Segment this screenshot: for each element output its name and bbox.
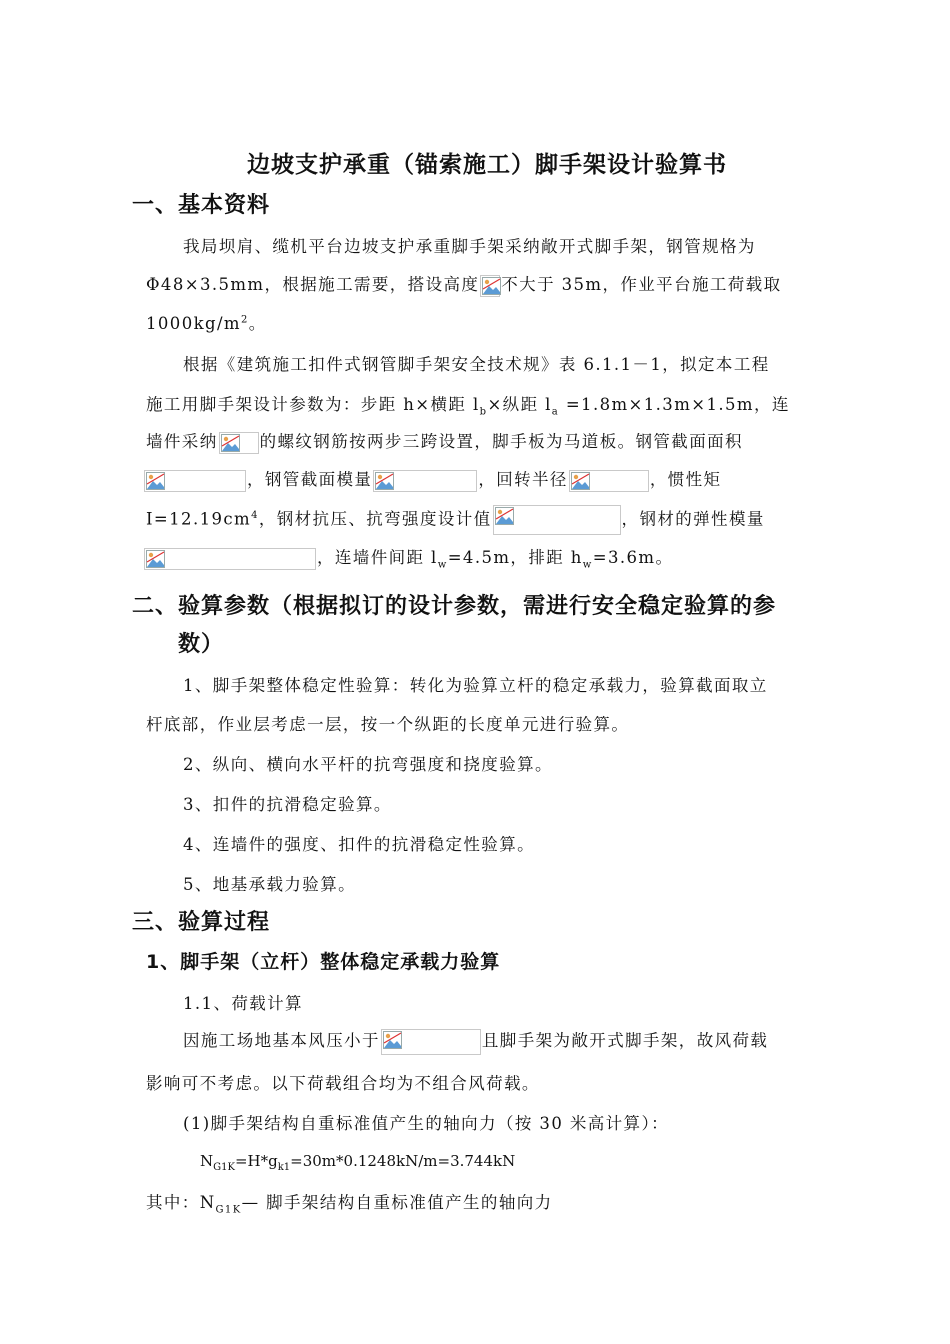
text-span: 且脚手架为敞开式脚手架，故风荷载 xyxy=(481,1031,769,1050)
section-1-heading: 一、基本资料 xyxy=(132,193,271,218)
text-span: N xyxy=(200,1152,214,1170)
load-item-1: (1)脚手架结构自重标准值产生的轴向力（按 30 米高计算）： xyxy=(183,1114,670,1133)
text-span: 。 xyxy=(248,314,267,333)
subsection-1-heading: 1、脚手架（立杆）整体稳定承载力验算 xyxy=(146,951,501,973)
list-item-3: 3、扣件的抗滑稳定验算。 xyxy=(183,795,392,814)
text-span: =1.8m×1.3m×1.5m，连 xyxy=(559,395,790,414)
paragraph-2-line-5 xyxy=(146,505,765,535)
text-span: 1000kg/m xyxy=(146,314,241,333)
text-span: 其中：N xyxy=(146,1193,216,1212)
text-span: =H*g xyxy=(234,1152,278,1170)
broken-image-icon xyxy=(493,505,621,535)
list-item-5: 5、地基承载力验算。 xyxy=(183,875,356,894)
paragraph-2-line-1: 根据《建筑施工扣件式钢管脚手架安全技术规》表 6.1.1－1，拟定本工程 xyxy=(183,355,770,374)
text-span: 因施工场地基本风压小于 xyxy=(183,1031,380,1050)
text-span: ，钢材的弹性模量 xyxy=(621,509,765,529)
paragraph-2-line-2 xyxy=(146,391,790,417)
text-span: ，惯性矩 xyxy=(649,470,722,489)
superscript: 2 xyxy=(240,314,249,326)
text-span: ，钢管截面模量 xyxy=(247,470,373,489)
formula-note xyxy=(146,1189,553,1215)
broken-image-icon xyxy=(480,275,500,297)
broken-image-icon xyxy=(144,470,246,492)
text-span: ，钢材抗压、抗弯强度设计值 xyxy=(258,509,492,529)
paragraph-2-line-6 xyxy=(143,544,673,570)
subscript: w xyxy=(437,559,448,571)
text-span: I=12.19cm xyxy=(146,509,252,529)
text-span: ×纵距 l xyxy=(487,395,552,414)
text-span: 墙件采纳 xyxy=(146,432,218,451)
list-item-4: 4、连墙件的强度、扣件的抗滑稳定性验算。 xyxy=(183,835,535,854)
text-span: ，回转半径 xyxy=(478,470,568,489)
text-span: 施工用脚手架设计参数为：步距 h×横距 l xyxy=(146,395,480,414)
subscript: G1K xyxy=(215,1204,242,1216)
text-span: =3.6m。 xyxy=(592,548,674,567)
superscript: 4 xyxy=(251,510,259,521)
broken-image-icon xyxy=(219,432,259,454)
text-span: 的螺纹钢筋按两步三跨设置，脚手板为马道板。钢管截面面积 xyxy=(259,432,743,451)
paragraph-1-line-3 xyxy=(146,310,267,334)
paragraph-2-line-3 xyxy=(146,428,743,454)
paragraph-1-line-1: 我局坝肩、缆机平台边坡支护承重脚手架采纳敞开式脚手架，钢管规格为 xyxy=(183,237,756,256)
section-2-heading-line-1: 二、验算参数（根据拟订的设计参数，需进行安全稳定验算的参 xyxy=(132,594,777,619)
paragraph-2-line-4 xyxy=(143,466,721,492)
load-paragraph-line-1 xyxy=(183,1027,768,1055)
broken-image-icon xyxy=(144,548,316,570)
text-span: ，连墙件间距 l xyxy=(317,548,438,567)
broken-image-icon xyxy=(373,470,477,492)
text-span: — 脚手架结构自重标准值产生的轴向力 xyxy=(241,1193,553,1212)
formula xyxy=(200,1152,515,1173)
subscript: w xyxy=(582,559,593,571)
broken-image-icon xyxy=(381,1029,481,1055)
load-paragraph-line-2: 影响可不考虑。以下荷载组合均为不组合风荷载。 xyxy=(146,1074,540,1093)
text-span: Φ48×3.5mm，根据施工需要，搭设高度 xyxy=(146,275,480,294)
section-3-heading: 三、验算过程 xyxy=(132,910,271,935)
subsection-1-1-heading: 1.1、荷载计算 xyxy=(183,994,303,1013)
subscript: G1K xyxy=(213,1162,235,1173)
paragraph-1-line-2 xyxy=(146,271,781,297)
section-2-heading-line-2: 数） xyxy=(178,632,225,657)
text-span: 不大于 35m，作业平台施工荷载取 xyxy=(501,275,782,294)
list-item-2: 2、纵向、横向水平杆的抗弯强度和挠度验算。 xyxy=(183,755,553,774)
subscript: k1 xyxy=(277,1162,291,1173)
subscript: b xyxy=(479,406,488,418)
subscript: a xyxy=(551,406,560,418)
list-item-1-line-1: 1、脚手架整体稳定性验算：转化为验算立杆的稳定承载力，验算截面取立 xyxy=(183,676,768,695)
list-item-1-line-2: 杆底部，作业层考虑一层，按一个纵距的长度单元进行验算。 xyxy=(146,715,630,734)
broken-image-icon xyxy=(569,470,649,492)
text-span: =4.5m，排距 h xyxy=(447,548,583,567)
document-title: 边坡支护承重（锚索施工）脚手架设计验算书 xyxy=(247,152,727,178)
text-span: =30m*0.1248kN/m=3.744kN xyxy=(290,1152,516,1170)
